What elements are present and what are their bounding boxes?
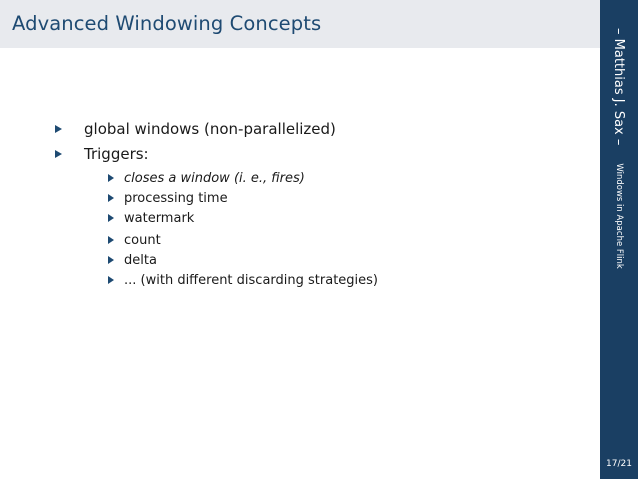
sub-bullet-text: closes a window (i. e., fires) bbox=[124, 171, 305, 186]
bullet-item-global-windows bbox=[55, 119, 336, 139]
triangle-bullet-icon bbox=[108, 174, 114, 182]
triangle-bullet-icon bbox=[55, 150, 62, 158]
triangle-bullet-icon bbox=[55, 125, 62, 133]
slide-title: Advanced Windowing Concepts bbox=[12, 12, 322, 35]
sub-bullet-text: delta bbox=[124, 253, 157, 268]
sub-bullet-item bbox=[108, 252, 157, 269]
sub-bullet-text: processing time bbox=[124, 191, 228, 206]
title-bar bbox=[0, 0, 600, 48]
page-number: 17/21 bbox=[606, 459, 632, 469]
sub-bullet-text: watermark bbox=[124, 211, 195, 226]
bullet-text: global windows (non-parallelized) bbox=[84, 120, 336, 138]
sub-bullet-item bbox=[108, 210, 194, 227]
sidebar-vertical-text bbox=[600, 0, 638, 272]
triangle-bullet-icon bbox=[108, 256, 114, 264]
sub-bullet-item bbox=[108, 190, 228, 207]
talk-title-label: Windows in Apache Flink bbox=[614, 163, 624, 269]
triangle-bullet-icon bbox=[108, 276, 114, 284]
sub-bullet-text: count bbox=[124, 233, 161, 248]
bullet-text: Triggers: bbox=[84, 145, 149, 163]
sub-bullet-item bbox=[108, 232, 161, 249]
sub-bullet-item bbox=[108, 272, 378, 289]
author-label: – Matthias J. Sax – bbox=[611, 28, 627, 146]
sidebar bbox=[600, 0, 638, 479]
sub-bullet-text: ... (with different discarding strategies) bbox=[124, 273, 378, 288]
sub-bullet-item bbox=[108, 170, 305, 187]
triangle-bullet-icon bbox=[108, 236, 114, 244]
bullet-item-triggers bbox=[55, 144, 149, 164]
triangle-bullet-icon bbox=[108, 194, 114, 202]
triangle-bullet-icon bbox=[108, 214, 114, 222]
